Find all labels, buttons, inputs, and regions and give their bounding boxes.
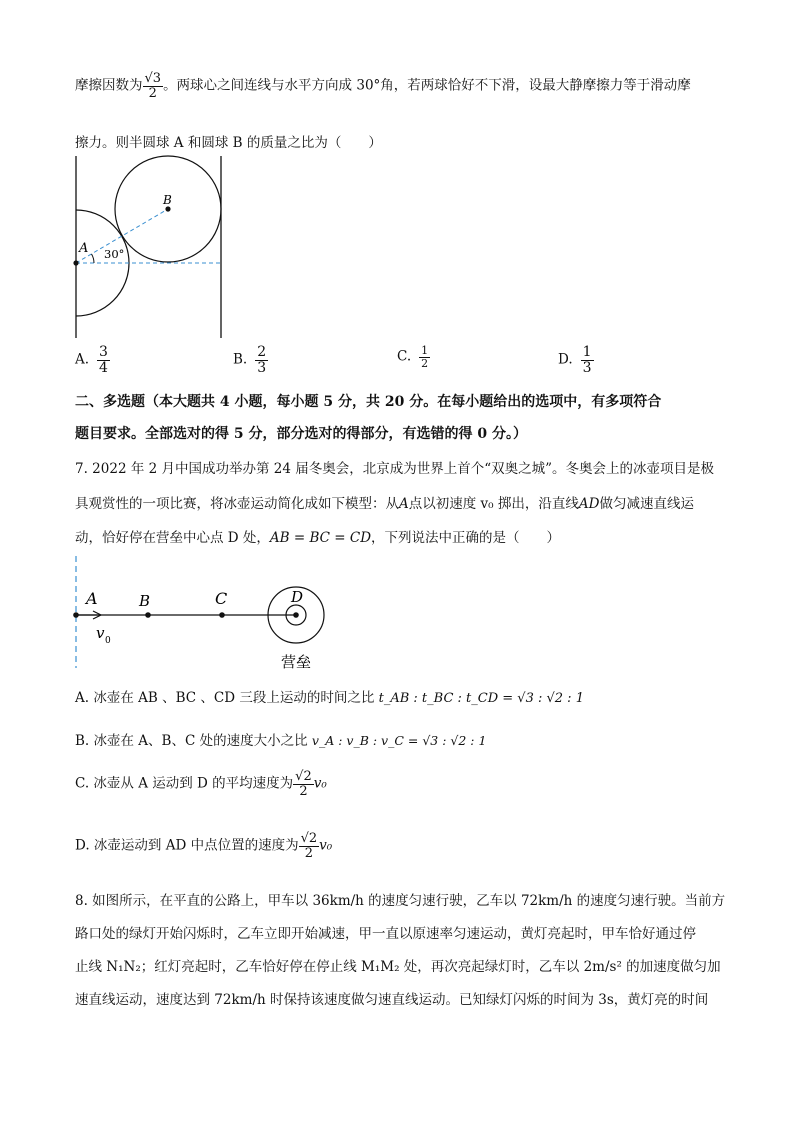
option-denominator: 3	[257, 359, 267, 376]
angle-label: 30°	[104, 247, 125, 261]
q7-line2-e: 做匀减速直线运	[599, 496, 694, 512]
section2-heading-line2: 题目要求。全部选对的得 5 分，部分选对的得部分，有选错的得 0 分。）	[75, 426, 527, 442]
q6-line-1	[75, 72, 691, 100]
q6-line1-post: 。两球心之间连线与水平方向成 30°角，若两球恰好不下滑，设最大静摩擦力等于滑动摩	[163, 77, 691, 94]
friction-denominator: 2	[148, 85, 157, 101]
option-fraction	[97, 345, 110, 375]
q7-option-c-fraction	[293, 770, 314, 798]
q7-figure	[60, 552, 350, 674]
q8-line-3: 止线 N₁N₂；红灯亮起时，乙车恰好停在停止线 M₁M₂ 处，再次亮起绿灯时，乙车以 2m/s² 的加速度做匀加	[75, 959, 721, 975]
option-fraction	[581, 345, 594, 375]
q7-line-3	[75, 526, 560, 546]
q7-line2-b: A	[399, 496, 409, 512]
q7-line-2	[75, 492, 694, 512]
label-v-subscript: 0	[105, 636, 111, 646]
denominator: 2	[304, 845, 314, 861]
q7-line2-a: 具观赏性的一项比赛，将冰壶运动简化成如下模型：从	[75, 496, 399, 512]
option-numerator: 2	[257, 344, 267, 360]
center-a-dot	[73, 260, 78, 265]
q7-line2-d: AD	[578, 496, 600, 512]
option-denominator: 4	[99, 359, 108, 376]
q7-line3-a: 动，恰好停在营垒中心点 D 处，	[75, 530, 270, 546]
angle-arc	[92, 254, 95, 263]
label-c: C	[215, 589, 228, 608]
q7-option-a-text: A. 冰壶在 AB 、BC 、CD 三段上运动的时间之比	[75, 690, 375, 706]
label-d: D	[291, 588, 304, 606]
q6-option-a[interactable]	[75, 345, 110, 375]
point-a-dot	[73, 612, 79, 618]
q8-line-4: 速直线运动，速度达到 72km/h 时保持该速度做匀速直线运动。已知绿灯闪烁的时间为 3s，黄灯亮的时间	[75, 992, 709, 1008]
q6-line-2: 擦力。则半圆球 A 和圆球 B 的质量之比为（ ）	[75, 135, 382, 151]
label-v: v	[96, 624, 105, 642]
label-b: B	[163, 193, 172, 207]
q6-option-d[interactable]	[558, 345, 594, 375]
q7-option-c-v0: v₀	[313, 775, 327, 792]
q6-option-b[interactable]	[233, 345, 268, 375]
option-denominator: 3	[582, 359, 592, 376]
option-letter: C.	[397, 348, 412, 365]
q7-option-c-text: C. 冰壶从 A 运动到 D 的平均速度为	[75, 775, 294, 792]
option-letter: B.	[233, 351, 248, 368]
numerator: √2	[300, 831, 318, 846]
q7-option-d-text: D. 冰壶运动到 AD 中点位置的速度为	[75, 837, 299, 854]
option-denominator: 2	[421, 356, 429, 370]
q7-line3-c: ，下列说法中正确的是（ ）	[371, 530, 561, 546]
q7-option-a-formula: t_AB : t_BC : t_CD = √3 : √2 : 1	[378, 691, 584, 706]
q7-line-1: 7. 2022 年 2 月中国成功举办第 24 届冬奥会，北京成为世界上首个“双奥之城”。冬奥会上的冰壶项目是极	[75, 461, 715, 477]
q7-option-b-text: B. 冰壶在 A、B、C 处的速度大小之比	[75, 733, 308, 749]
option-letter: A.	[75, 351, 90, 368]
option-letter: D.	[558, 351, 573, 368]
q6-figure	[60, 150, 240, 345]
option-numerator: 3	[99, 344, 108, 360]
q7-option-c[interactable]	[75, 770, 327, 798]
label-a: A	[79, 241, 89, 256]
section2-heading-line1: 二、多选题（本大题共 4 小题，每小题 5 分，共 20 分。在每小题给出的选项中，有多项符合	[75, 394, 662, 410]
friction-fraction	[143, 72, 164, 100]
q7-option-b-formula: v_A : v_B : v_C = √3 : √2 : 1	[311, 733, 487, 748]
house-label: 营垒	[281, 653, 312, 671]
label-b: B	[139, 592, 151, 610]
center-b-dot	[165, 206, 170, 211]
denominator: 2	[299, 783, 308, 799]
option-fraction	[419, 345, 430, 369]
option-numerator: 1	[582, 344, 592, 360]
q7-line2-c: 点以初速度 v₀ 掷出，沿直线	[408, 496, 579, 512]
q7-option-d-fraction	[299, 832, 320, 860]
point-c-dot	[219, 612, 225, 618]
numerator: √2	[295, 769, 312, 784]
q8-line-1: 8. 如图所示，在平直的公路上，甲车以 36km/h 的速度匀速行驶，乙车以 72km/h 的速度匀速行驶。当前方	[75, 893, 726, 909]
q7-option-d-v0: v₀	[319, 837, 333, 854]
option-fraction	[255, 345, 268, 375]
option-numerator: 1	[421, 344, 429, 357]
q7-option-a[interactable]	[75, 686, 584, 706]
q7-option-d[interactable]	[75, 832, 332, 860]
friction-numerator: √3	[144, 71, 162, 86]
q6-option-c[interactable]	[397, 345, 430, 369]
label-a: A	[86, 589, 98, 608]
point-d-dot	[293, 612, 299, 618]
point-b-dot	[145, 612, 151, 618]
q7-line3-b: AB = BC = CD	[269, 530, 372, 546]
q7-option-b[interactable]	[75, 729, 486, 749]
q8-line-2: 路口处的绿灯开始闪烁时，乙车立即开始减速，甲一直以原速率匀速运动，黄灯亮起时，甲车恰好通过停	[75, 926, 696, 942]
q6-line1-pre: 摩擦因数为	[75, 77, 143, 94]
